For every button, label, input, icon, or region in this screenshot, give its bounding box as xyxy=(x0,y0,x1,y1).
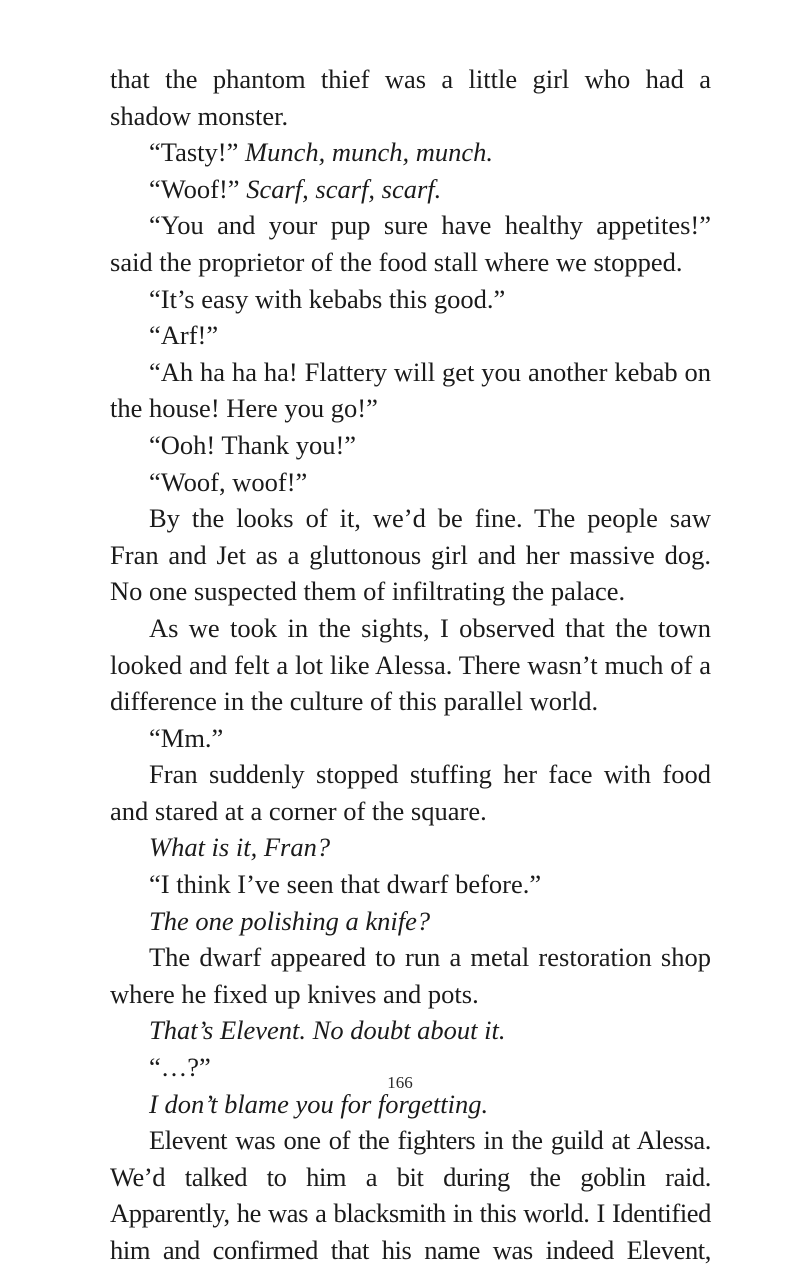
italic-text: I don’t blame you for forgetting. xyxy=(149,1088,489,1119)
italic-text: The one polishing a knife? xyxy=(149,905,431,936)
paragraph xyxy=(110,171,711,208)
paragraph xyxy=(110,1012,711,1049)
paragraph xyxy=(110,427,711,464)
paragraph xyxy=(110,939,711,1012)
paragraph xyxy=(110,61,711,134)
text-run: “…?” xyxy=(149,1052,211,1083)
paragraph xyxy=(110,1122,711,1268)
paragraph xyxy=(110,903,711,940)
text-run: “Ah ha ha ha! Flattery will get you another kebab on the house! Here you go!” xyxy=(110,356,711,424)
paragraph xyxy=(110,354,711,427)
italic-text: Munch, munch, munch. xyxy=(245,137,494,168)
text-run: that the phantom thief was a little girl who had a shadow monster. xyxy=(110,64,711,131)
text-run: “Arf!” xyxy=(149,320,219,351)
paragraph xyxy=(110,281,711,318)
page-number: 166 xyxy=(387,1073,413,1092)
text-run: The dwarf appeared to run a metal restoration shop where he fixed up knives and pots. xyxy=(110,942,711,1009)
text-run: Fran suddenly stopped stuffing her face with food and stared at a corner of the square. xyxy=(110,759,711,826)
paragraph xyxy=(110,866,711,903)
text-run: As we took in the sights, I observed that the town looked and felt a lot like Alessa. There wasn’t much of a difference in the culture of this parallel world. xyxy=(110,612,711,717)
text-run: “Woof, woof!” xyxy=(149,466,308,497)
paragraph xyxy=(110,756,711,829)
paragraph xyxy=(110,134,711,171)
italic-text: Scarf, scarf, scarf. xyxy=(246,173,442,204)
text-run: “Ooh! Thank you!” xyxy=(149,429,357,460)
text-run: “You and your pup sure have healthy appetites!” said the proprietor of the food stall where we stopped. xyxy=(110,210,711,277)
text-run: “It’s easy with kebabs this good.” xyxy=(149,283,506,314)
paragraph xyxy=(110,500,711,610)
paragraph xyxy=(110,207,711,280)
paragraph xyxy=(110,464,711,501)
italic-text: What is it, Fran? xyxy=(149,832,331,863)
text-run: “Woof!” xyxy=(149,173,247,204)
text-run: “Mm.” xyxy=(149,722,224,753)
paragraph xyxy=(110,317,711,354)
paragraph xyxy=(110,829,711,866)
italic-text: That’s Elevent. No doubt about it. xyxy=(149,1015,506,1046)
text-run: By the looks of it, we’d be fine. The people saw Fran and Jet as a gluttonous girl and her massive dog. No one suspected them of infiltrating the palace. xyxy=(110,503,711,607)
paragraph xyxy=(110,720,711,757)
text-run: “I think I’ve seen that dwarf before.” xyxy=(149,869,542,900)
text-run: Elevent was one of the fighters in the guild at Alessa. We’d talked to him a bit during the goblin raid. Apparently, he was a blacksmith in this world. I Identified him and confirmed that his name was indeed Elevent, xyxy=(110,1125,711,1265)
paragraph xyxy=(110,610,711,720)
text-run: “Tasty!” xyxy=(149,137,245,168)
